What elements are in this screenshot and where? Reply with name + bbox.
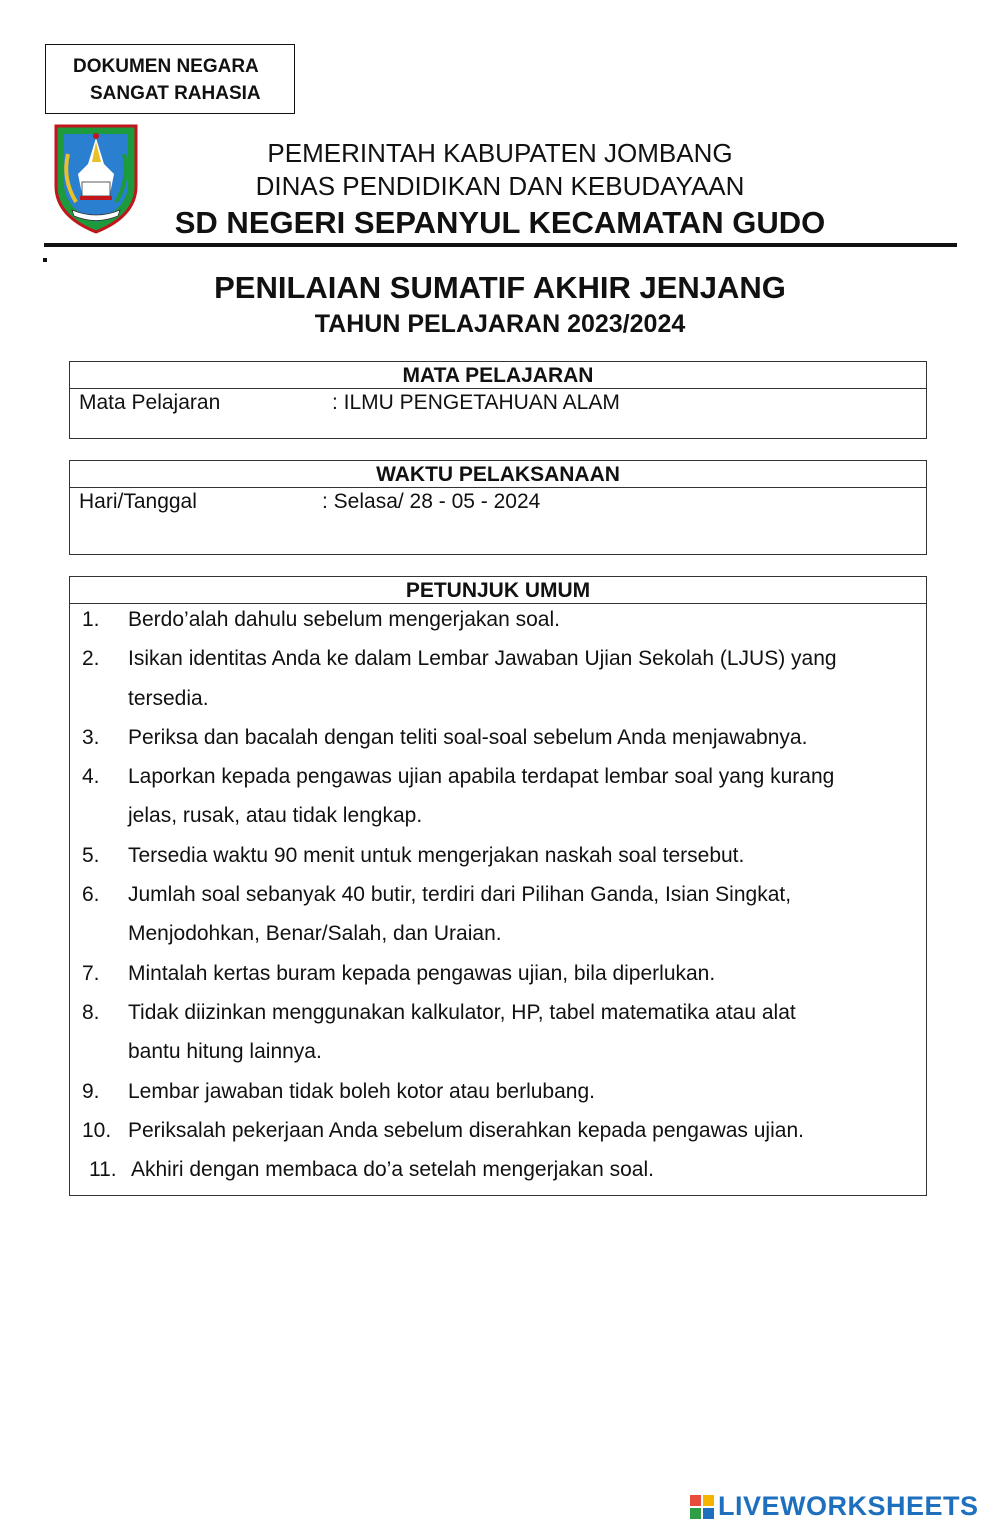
stamp-line-2: SANGAT RAHASIA: [90, 83, 261, 104]
instruction-text: Berdo’alah dahulu sebelum mengerjakan soal.: [128, 608, 560, 631]
instruction-number: 4.: [82, 765, 100, 789]
instruction-number: 2.: [82, 647, 100, 671]
kabupaten-jombang-emblem-icon: [52, 124, 140, 234]
stray-dot: [43, 258, 47, 262]
header-divider: [44, 243, 957, 247]
instruction-number: 6.: [82, 883, 100, 907]
instruction-number: 7.: [82, 961, 100, 985]
liveworksheets-brand: LIVEWORKSHEETS: [718, 1491, 979, 1521]
instruction-text: Periksalah pekerjaan Anda sebelum diserahkan kepada pengawas ujian.: [128, 1118, 804, 1142]
instruction-number: 5.: [82, 843, 100, 867]
instructions-box: [69, 576, 927, 1196]
instruction-text: tersedia.: [128, 686, 209, 710]
instructions-heading: PETUNJUK UMUM: [70, 577, 926, 604]
subject-box: [69, 361, 927, 439]
header-line-government: PEMERINTAH KABUPATEN JOMBANG: [267, 138, 733, 168]
instruction-text: Menjodohkan, Benar/Salah, dan Uraian.: [128, 922, 502, 946]
classification-stamp: [45, 44, 295, 114]
instruction-text: Tidak diizinkan menggunakan kalkulator, HP, tabel matematika atau alat: [128, 1001, 796, 1024]
liveworksheets-logo-icon: [690, 1495, 714, 1519]
instruction-text: Laporkan kepada pengawas ujian apabila terdapat lembar soal yang kurang: [128, 765, 835, 789]
instruction-text: Periksa dan bacalah dengan teliti soal-soal sebelum Anda menjawabnya.: [128, 725, 808, 749]
instruction-text: Isikan identitas Anda ke dalam Lembar Jawaban Ujian Sekolah (LJUS) yang: [128, 647, 837, 671]
subject-value: : ILMU PENGETAHUAN ALAM: [332, 391, 620, 414]
subject-heading: MATA PELAJARAN: [70, 362, 926, 389]
instruction-text: Tersedia waktu 90 menit untuk mengerjakan naskah soal tersebut.: [128, 843, 745, 867]
instruction-number: 11.: [89, 1158, 117, 1182]
instruction-number: 10.: [82, 1118, 112, 1142]
instruction-number: 1.: [82, 608, 100, 631]
header-line-department: DINAS PENDIDIKAN DAN KEBUDAYAAN: [255, 171, 745, 201]
instruction-number: 9.: [82, 1079, 100, 1103]
instruction-number: 8.: [82, 1001, 100, 1024]
instruction-text: Lembar jawaban tidak boleh kotor atau berlubang.: [128, 1079, 595, 1103]
header-line-school: SD NEGERI SEPANYUL KECAMATAN GUDO: [174, 205, 826, 240]
subject-label: Mata Pelajaran: [79, 391, 221, 414]
instruction-text: Mintalah kertas buram kepada pengawas ujian, bila diperlukan.: [128, 961, 716, 985]
page-title: PENILAIAN SUMATIF AKHIR JENJANG: [214, 270, 786, 305]
instruction-text: Jumlah soal sebanyak 40 butir, terdiri dari Pilihan Ganda, Isian Singkat,: [128, 883, 792, 907]
instruction-text: bantu hitung lainnya.: [128, 1040, 322, 1064]
instruction-text: Akhiri dengan membaca do’a setelah mengerjakan soal.: [131, 1158, 654, 1182]
stamp-line-1: DOKUMEN NEGARA: [73, 56, 259, 77]
schedule-heading: WAKTU PELAKSANAAN: [70, 461, 926, 488]
instruction-number: 3.: [82, 725, 100, 749]
instruction-text: jelas, rusak, atau tidak lengkap.: [128, 804, 423, 828]
schedule-box: [69, 460, 927, 555]
schedule-value: : Selasa/ 28 - 05 - 2024: [322, 490, 541, 513]
schedule-label: Hari/Tanggal: [79, 490, 197, 513]
page-subtitle: TAHUN PELAJARAN 2023/2024: [314, 310, 686, 338]
